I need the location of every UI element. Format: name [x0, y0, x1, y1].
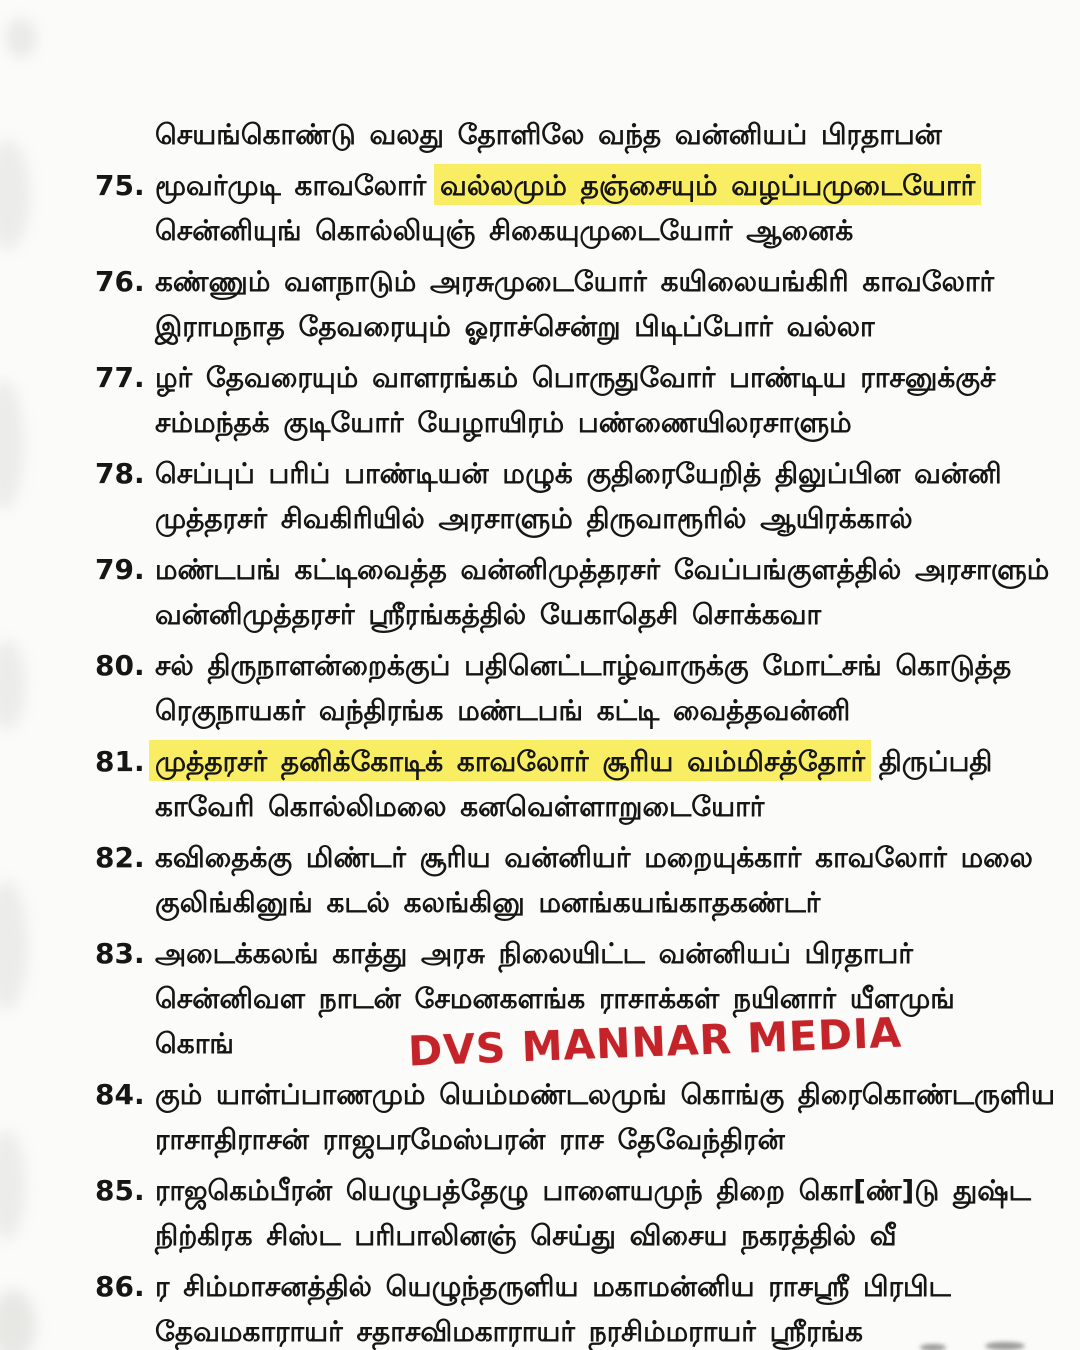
verse-line [155, 592, 1050, 637]
verse-text: ரெகுநாயகர் வந்திரங்க மண்டபங் கட்டி வைத்தவன்னி [155, 694, 851, 727]
item-lines [155, 259, 1050, 349]
verse-line [155, 976, 1050, 1021]
item-lines [155, 1168, 1050, 1258]
highlighted-text: வல்லமும் தஞ்சையும் வழப்பமுடையோர் [440, 169, 976, 202]
item-lines [155, 1264, 1050, 1350]
item-number: 82. [95, 841, 145, 874]
verse-line [155, 688, 1050, 733]
list-item [95, 1072, 1055, 1162]
verse-text: ழர் தேவரையும் வாளரங்கம் பொருதுவோர் பாண்டிய ராசனுக்குச் [155, 361, 996, 394]
list-item [95, 259, 1050, 349]
verse-text: சென்னிவள நாடன் சேமனகளங்க ராசாக்கள் நயினார் யீளமுங் [155, 982, 955, 1015]
item-number: 85. [95, 1174, 145, 1207]
verse-line [155, 784, 1050, 829]
verse-text: ர சிம்மாசனத்தில் யெழுந்தருளிய மகாமன்னிய ராசஸ்ரீ பிரபிட [155, 1270, 951, 1303]
verse-line [155, 1213, 1050, 1258]
verse-text: செப்புப் பரிப் பாண்டியன் மழுக் குதிரையேறித் திலுப்பின வன்னி [155, 457, 1002, 490]
verse-line [155, 1264, 1050, 1309]
scan-smudge [6, 18, 36, 58]
list-item [95, 739, 1050, 829]
page-body-text [95, 112, 1055, 1350]
verse-text: மண்டபங் கட்டிவைத்த வன்னிமுத்தரசர் வேப்பங்குளத்தில் அரசாளும் [155, 553, 1050, 586]
scan-smudge [0, 380, 24, 510]
list-item [95, 1264, 1050, 1350]
verse-line [155, 739, 1050, 784]
list-item [95, 835, 1050, 925]
item-lines [155, 451, 1050, 541]
verse-line [155, 1072, 1055, 1117]
scan-smudge [0, 1130, 26, 1240]
item-number: 79. [95, 553, 145, 586]
verse-text: மூவர்முடி காவலோர் [155, 169, 441, 202]
item-lines [155, 355, 1050, 445]
list-item [95, 355, 1050, 445]
item-lines [155, 643, 1050, 733]
verse-text: ராசாதிராசன் ராஜபரமேஸ்பரன் ராச தேவேந்திரன் [155, 1123, 785, 1156]
item-number: 78. [95, 457, 145, 490]
verse-line [155, 451, 1050, 496]
scan-smudge [0, 640, 26, 730]
continuation-verse-line: செயங்கொண்டு வலது தோளிலே வந்த வன்னியப் பிரதாபன் [155, 118, 942, 151]
verse-line [155, 208, 1050, 253]
verse-text: சென்னியுங் கொல்லியுஞ் சிகையுமுடையோர் ஆனைக் [155, 214, 854, 247]
verse-line [155, 496, 1050, 541]
item-number: 77. [95, 361, 145, 394]
verse-line [155, 880, 1050, 925]
verse-line [155, 163, 1050, 208]
list-item [95, 1168, 1050, 1258]
verse-line [155, 931, 1050, 976]
item-number: 84. [95, 1078, 145, 1111]
scan-smudge [0, 140, 30, 250]
verse-text: வன்னிமுத்தரசர் ஸ்ரீரங்கத்தில் யேகாதெசி சொக்கவா [155, 598, 822, 631]
verse-text: தேவமகாராயர் சதாசவிமகாராயர் நரசிம்மராயர் ஸ்ரீரங்க [155, 1315, 863, 1348]
item-lines [155, 739, 1050, 829]
list-item [95, 643, 1050, 733]
verse-line [155, 835, 1050, 880]
item-number: 75. [95, 169, 145, 202]
verse-text: அடைக்கலங் காத்து அரசு நிலையிட்ட வன்னியப் பிரதாபர் [155, 937, 913, 970]
item-lines [155, 835, 1050, 925]
scan-smudge [0, 880, 28, 1010]
verse-text: கண்ணும் வளநாடும் அரசுமுடையோர் கயிலையங்கிரி காவலோர் [155, 265, 995, 298]
verse-text: சல் திருநாளன்றைக்குப் பதினெட்டாழ்வாருக்கு மோட்சங் கொடுத்த [155, 649, 1012, 682]
verse-text: இராமநாத தேவரையும் ஓராச்சென்று பிடிப்போர் வல்லா [155, 310, 875, 343]
verse-line [155, 355, 1050, 400]
verse-text: நிற்கிரக சிஸ்ட பரிபாலினஞ் செய்து விசைய நகரத்தில் வீ [155, 1219, 897, 1252]
verse-line [155, 643, 1050, 688]
verse-line [155, 547, 1050, 592]
verse-text: கவிதைக்கு மிண்டர் சூரிய வன்னியர் மறையுக்கார் காவலோர் மலை [155, 841, 1033, 874]
item-lines [155, 163, 1050, 253]
items-list [95, 163, 1055, 1350]
verse-text: குலிங்கினுங் கடல் கலங்கினு மனங்கயங்காதகண்டர் [155, 886, 821, 919]
verse-text: ராஜகெம்பீரன் யெழுபத்தேழு பாளையமுந் திறை கொ[ண்]டு துஷ்ட [155, 1174, 1031, 1207]
verse-text: கொங் [155, 1027, 234, 1060]
item-number: 80. [95, 649, 145, 682]
verse-line [155, 259, 1050, 304]
list-item [95, 163, 1050, 253]
highlighted-text: முத்தரசர் தனிக்கோடிக் காவலோர் சூரிய வம்மிசத்தோர் [155, 745, 866, 778]
watermark: DVS MANNAR MEDIA [407, 1008, 903, 1076]
verse-line [155, 1309, 1050, 1350]
verse-line [155, 1168, 1050, 1213]
item-number: 76. [95, 265, 145, 298]
item-number: 86. [95, 1270, 145, 1303]
verse-line [155, 1117, 1055, 1162]
item-number: 81. [95, 745, 145, 778]
verse-text: காவேரி கொல்லிமலை கனவெள்ளாறுடையோர் [155, 790, 765, 823]
item-number: 83. [95, 937, 145, 970]
item-lines [155, 1072, 1055, 1162]
list-item [95, 547, 1050, 637]
verse-line [155, 304, 1050, 349]
verse-text: கும் யாள்ப்பாணமும் யெம்மண்டலமுங் கொங்கு திரைகொண்டருளிய [155, 1078, 1055, 1111]
verse-text: முத்தரசர் சிவகிரியில் அரசாளும் திருவாரூரில் ஆயிரக்கால் [155, 502, 913, 535]
list-item [95, 451, 1050, 541]
item-lines [155, 547, 1050, 637]
verse-line [155, 400, 1050, 445]
scan-smudge [0, 1290, 36, 1350]
verse-text: சம்மந்தக் குடியோர் யேழாயிரம் பண்ணையிலரசாளும் [155, 406, 852, 439]
verse-text: திருப்பதி [865, 745, 993, 778]
